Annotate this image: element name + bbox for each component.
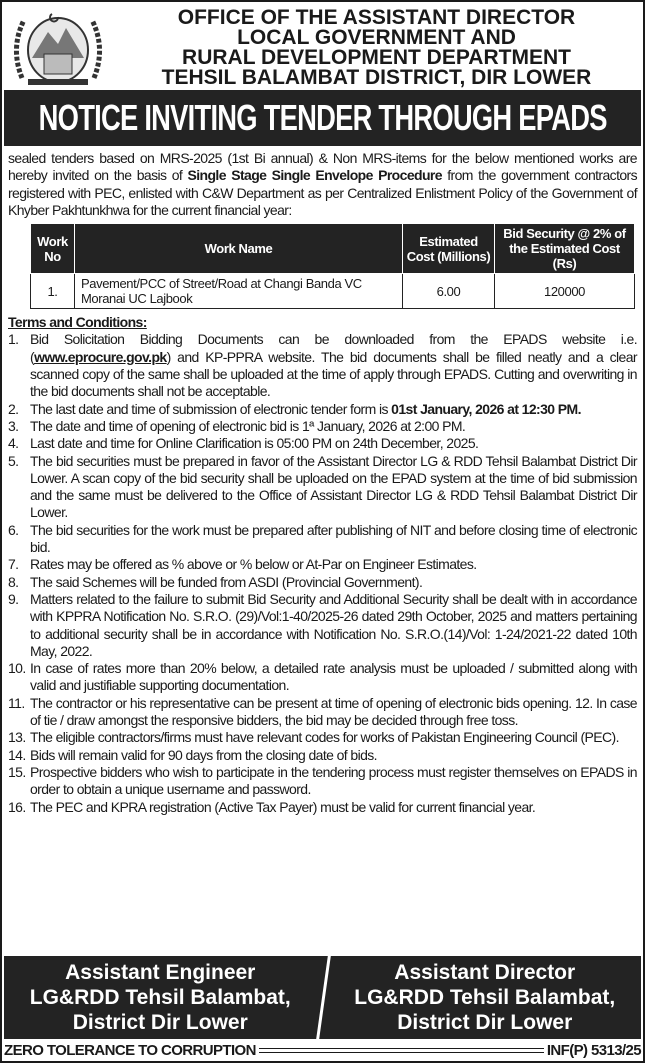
- footer-rule: [259, 1048, 544, 1053]
- divider: [317, 956, 329, 1039]
- table-header-row: [31, 224, 635, 274]
- terms-heading: Terms and Conditions:: [8, 314, 147, 331]
- term-item: [8, 453, 637, 522]
- office-title-line: TEHSIL BALAMBAT DISTRICT, DIR LOWER: [161, 66, 592, 89]
- notice-title: NOTICE INVITING TENDER THROUGH EPADS: [38, 97, 607, 138]
- term-item: [8, 591, 637, 660]
- signatory-assistant-engineer: [4, 956, 317, 1039]
- signature-band: [4, 956, 641, 1039]
- term-item: [8, 401, 637, 418]
- header-work-no: Work No: [31, 224, 75, 274]
- cell-work-no: 1.: [31, 274, 75, 309]
- term-number: 11.: [8, 694, 25, 711]
- term-number: 15.: [8, 763, 26, 780]
- cell-bid-security: 120000: [495, 274, 635, 309]
- term-item: [8, 764, 637, 799]
- kp-government-emblem-icon: [8, 8, 108, 88]
- footer-slogan: ZERO TOLERANCE TO CORRUPTION: [4, 1041, 256, 1059]
- notice-banner: [4, 90, 641, 146]
- text-run: The date and time of opening of electronic bid is 1ª January, 2026 at 2:00 PM.: [30, 417, 466, 434]
- text-run: Last date and time for Online Clarification is 05:00 PM on 24th December, 2025.: [30, 435, 479, 452]
- signatory-line: District Dir Lower: [72, 1011, 248, 1034]
- website-link[interactable]: www.eprocure.gov.pk: [34, 348, 167, 365]
- header-work-name: Work Name: [75, 224, 403, 274]
- notice-body: [2, 146, 643, 956]
- cell-estimated-cost: 6.00: [403, 274, 495, 309]
- term-text: [30, 453, 637, 522]
- term-number: 10.: [8, 660, 26, 677]
- term-number: 14.: [8, 746, 26, 763]
- term-item: [8, 747, 637, 764]
- bold-text: Single Stage Single Envelope Procedure: [187, 167, 442, 184]
- term-text: [30, 574, 637, 591]
- text-run: The bid securities must be prepared in favor of the Assistant Director LG & RDD Tehsil Balambat District Dir Lower. A scan copy of the bid security shall be uploaded on the EPAD system at the time of bid submission and the same must be delivered to the Office of Assistant Director LG & RDD Tehsil Balambat District Dir Lower.: [30, 452, 637, 521]
- signatory-line: Assistant Engineer: [65, 961, 256, 984]
- footer: [4, 1039, 641, 1061]
- term-text: [30, 401, 637, 418]
- text-run: Rates may be offered as % above or % below or At-Par on Engineer Estimates.: [30, 556, 477, 573]
- text-run: sealed tenders based on MRS-2025 (1st Bi annual) & Non MRS-items for the below mentioned works are hereby invited on the basis of: [8, 150, 637, 184]
- term-item: [8, 331, 637, 400]
- text-run: The bid securities for the work must be prepared after publishing of NIT and before closing time of electronic bid.: [30, 521, 637, 556]
- term-text: [30, 660, 637, 695]
- term-text: [30, 799, 637, 816]
- text-run: The said Schemes will be funded from ASDI (Provincial Government).: [30, 573, 423, 590]
- term-number: 6.: [8, 521, 19, 538]
- term-item: [8, 695, 637, 730]
- text-run: The last date and time of submission of electronic tender form is: [30, 400, 392, 417]
- term-text: [30, 591, 637, 660]
- term-number: 16.: [8, 798, 26, 815]
- signatory-line: LG&RDD Tehsil Balambat,: [354, 986, 616, 1009]
- text-run: Bids will remain valid for 90 days from the closing date of bids.: [30, 746, 377, 763]
- text-run: Bid Solicitation Bidding Documents can be downloaded from the EPADS website i.e. (: [30, 331, 637, 365]
- text-run: The contractor or his representative can be present at time of opening of electronic bids opening. 12. In case of tie / draw amongst the responsive bidders, the bid may be decided through free toss.: [30, 694, 637, 729]
- text-run: Matters related to the failure to submit Bid Security and Additional Security shall be dealt with in accordance with KPPRA Notification No. S.R.O. (29)/Vol:1-40/2025-26 dated 29th October, 2025 and matters pertaining to additional security shall be in accordance with Notification No. S.R.O.(14)/Vol: 1-24/2021-22 dated 10th May, 2022.: [30, 590, 637, 659]
- text-run: Prospective bidders who wish to participate in the tendering process must register themselves on EPADS in order to obtain a unique username and password.: [30, 763, 637, 798]
- term-text: [30, 522, 637, 557]
- term-number: 8.: [8, 573, 19, 590]
- term-number: 4.: [8, 435, 19, 452]
- terms-list: [8, 331, 637, 815]
- term-text: [30, 331, 637, 400]
- office-title-line: OFFICE OF THE ASSISTANT DIRECTOR: [177, 6, 576, 29]
- cell-work-name: Pavement/PCC of Street/Road at Changi Banda VC Moranai UC Lajbook: [75, 274, 403, 309]
- header-estimated-cost: Estimated Cost (Millions): [403, 224, 495, 274]
- term-item: [8, 556, 637, 573]
- office-title-line: RURAL DEVELOPMENT DEPARTMENT: [182, 46, 571, 69]
- intro-paragraph: [8, 150, 637, 219]
- term-number: 7.: [8, 556, 19, 573]
- term-item: [8, 729, 637, 746]
- signatory-line: LG&RDD Tehsil Balambat,: [29, 986, 291, 1009]
- signatory-line: District Dir Lower: [397, 1011, 573, 1034]
- footer-reference: INF(P) 5313/25: [546, 1041, 641, 1059]
- term-text: [30, 747, 637, 764]
- term-number: 13.: [8, 729, 26, 746]
- header: [2, 2, 643, 90]
- term-item: [8, 574, 637, 591]
- term-text: [30, 435, 637, 452]
- text-run: The PEC and KPRA registration (Active Tax Payer) must be valid for current financial year.: [30, 798, 536, 815]
- term-text: [30, 556, 637, 573]
- term-item: [8, 435, 637, 452]
- text-run: In case of rates more than 20% below, a detailed rate analysis must be uploaded / submitted along with valid and justifiable supporting documentation.: [30, 660, 637, 694]
- header-bid-security: Bid Security @ 2% of the Estimated Cost (Rs): [495, 224, 635, 274]
- term-number: 9.: [8, 590, 19, 607]
- works-table: [30, 223, 635, 309]
- term-text: [30, 418, 637, 435]
- term-text: [30, 729, 637, 746]
- signatory-assistant-director: [329, 956, 642, 1039]
- term-number: 2.: [8, 400, 19, 417]
- text-run: The eligible contractors/firms must have relevant codes for works of Pakistan Engineering Council (PEC).: [30, 729, 619, 746]
- term-text: [30, 695, 637, 730]
- text-run: ) and KP-PPRA website. The bid documents shall be filled neatly and a clear scanned copy of the same shall be uploaded at the time of apply through EPADS. Cutting and overwriting in the bid documents shall not be acceptable.: [30, 348, 637, 400]
- term-item: [8, 799, 637, 816]
- table-row: [31, 274, 635, 309]
- term-number: 3.: [8, 417, 19, 434]
- term-text: [30, 764, 637, 799]
- term-item: [8, 418, 637, 435]
- office-title: [114, 8, 639, 88]
- term-number: 1.: [8, 331, 19, 348]
- bold-text: 01st January, 2026 at 12:30 PM.: [391, 400, 581, 417]
- signatory-line: Assistant Director: [394, 961, 576, 984]
- text-run: from the government contractors registered with PEC, enlisted with C&W Department as per Centralized Enlistment Policy of the Government of Khyber Pakhtunkhwa for the current financial year:: [8, 167, 638, 218]
- term-number: 5.: [8, 452, 19, 469]
- term-item: [8, 660, 637, 695]
- term-item: [8, 522, 637, 557]
- office-title-line: LOCAL GOVERNMENT AND: [237, 26, 516, 49]
